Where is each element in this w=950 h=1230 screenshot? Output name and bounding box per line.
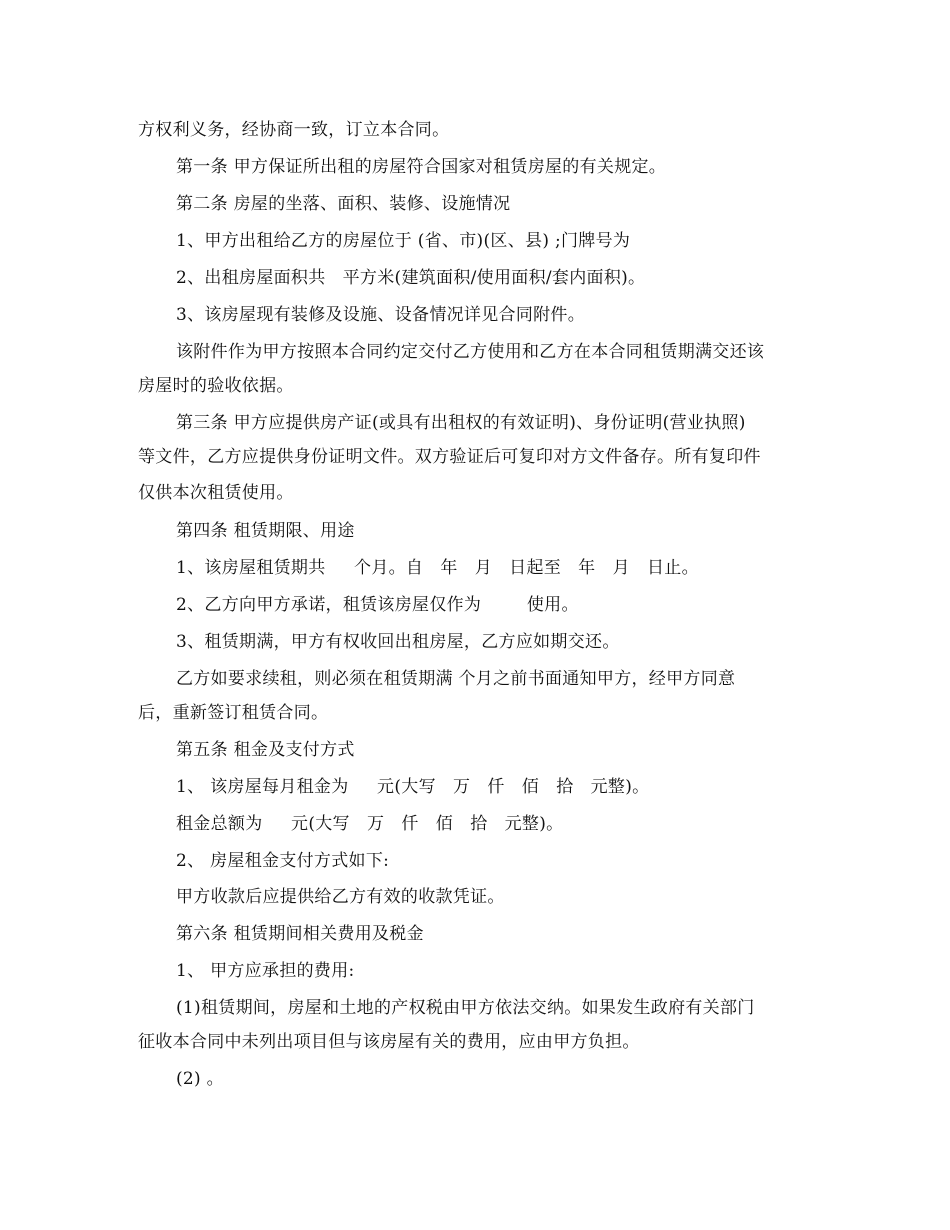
text-line: 征收本合同中未列出项目但与该房屋有关的费用，应由甲方负担。 <box>138 1032 640 1052</box>
text-line: 1、 该房屋每月租金为 元(大写 万 仟 佰 拾 元整)。 <box>176 777 650 797</box>
text-line: 房屋时的验收依据。 <box>138 376 294 396</box>
text-line: 1、 甲方应承担的费用: <box>176 961 355 981</box>
text-line: 第四条 租赁期限、用途 <box>176 521 355 541</box>
text-line: 第五条 租金及支付方式 <box>176 740 355 760</box>
text-line: 乙方如要求续租，则必须在租赁期满 个月之前书面通知甲方，经甲方同意 <box>176 669 736 689</box>
text-line: 3、该房屋现有装修及设施、设备情况详见合同附件。 <box>176 305 586 325</box>
text-line: 2、乙方向甲方承诺，租赁该房屋仅作为 使用。 <box>176 595 579 615</box>
text-line: 第一条 甲方保证所出租的房屋符合国家对租赁房屋的有关规定。 <box>176 157 667 177</box>
text-line: 第二条 房屋的坐落、面积、装修、设施情况 <box>176 194 511 214</box>
text-line: 仅供本次租赁使用。 <box>138 483 294 503</box>
text-line: 租金总额为 元(大写 万 仟 佰 拾 元整)。 <box>176 814 564 834</box>
text-line: 该附件作为甲方按照本合同约定交付乙方使用和乙方在本合同租赁期满交还该 <box>176 342 765 362</box>
text-line: 第六条 租赁期间相关费用及税金 <box>176 924 424 944</box>
text-line: 后，重新签订租赁合同。 <box>138 703 329 723</box>
text-line: 1、甲方出租给乙方的房屋位于 (省、市)(区、县) ;门牌号为 <box>176 231 631 251</box>
text-line: 方权利义务，经协商一致，订立本合同。 <box>138 120 450 140</box>
text-line: 第三条 甲方应提供房产证(或具有出租权的有效证明)、身份证明(营业执照) <box>176 413 746 433</box>
text-line: 2、出租房屋面积共 平方米(建筑面积/使用面积/套内面积)。 <box>176 268 646 288</box>
text-line: 甲方收款后应提供给乙方有效的收款凭证。 <box>176 887 505 907</box>
text-line: 2、 房屋租金支付方式如下: <box>176 851 390 871</box>
text-line: 等文件，乙方应提供身份证明文件。双方验证后可复印对方文件备存。所有复印件 <box>138 447 761 467</box>
text-line: 1、该房屋租赁期共 个月。自 年 月 日起至 年 月 日止。 <box>176 558 699 578</box>
text-line: 3、租赁期满，甲方有权收回出租房屋，乙方应如期交还。 <box>176 632 620 652</box>
text-line: (2) 。 <box>176 1069 224 1089</box>
text-line: (1)租赁期间，房屋和土地的产权税由甲方依法交纳。如果发生政府有关部门 <box>176 998 755 1018</box>
